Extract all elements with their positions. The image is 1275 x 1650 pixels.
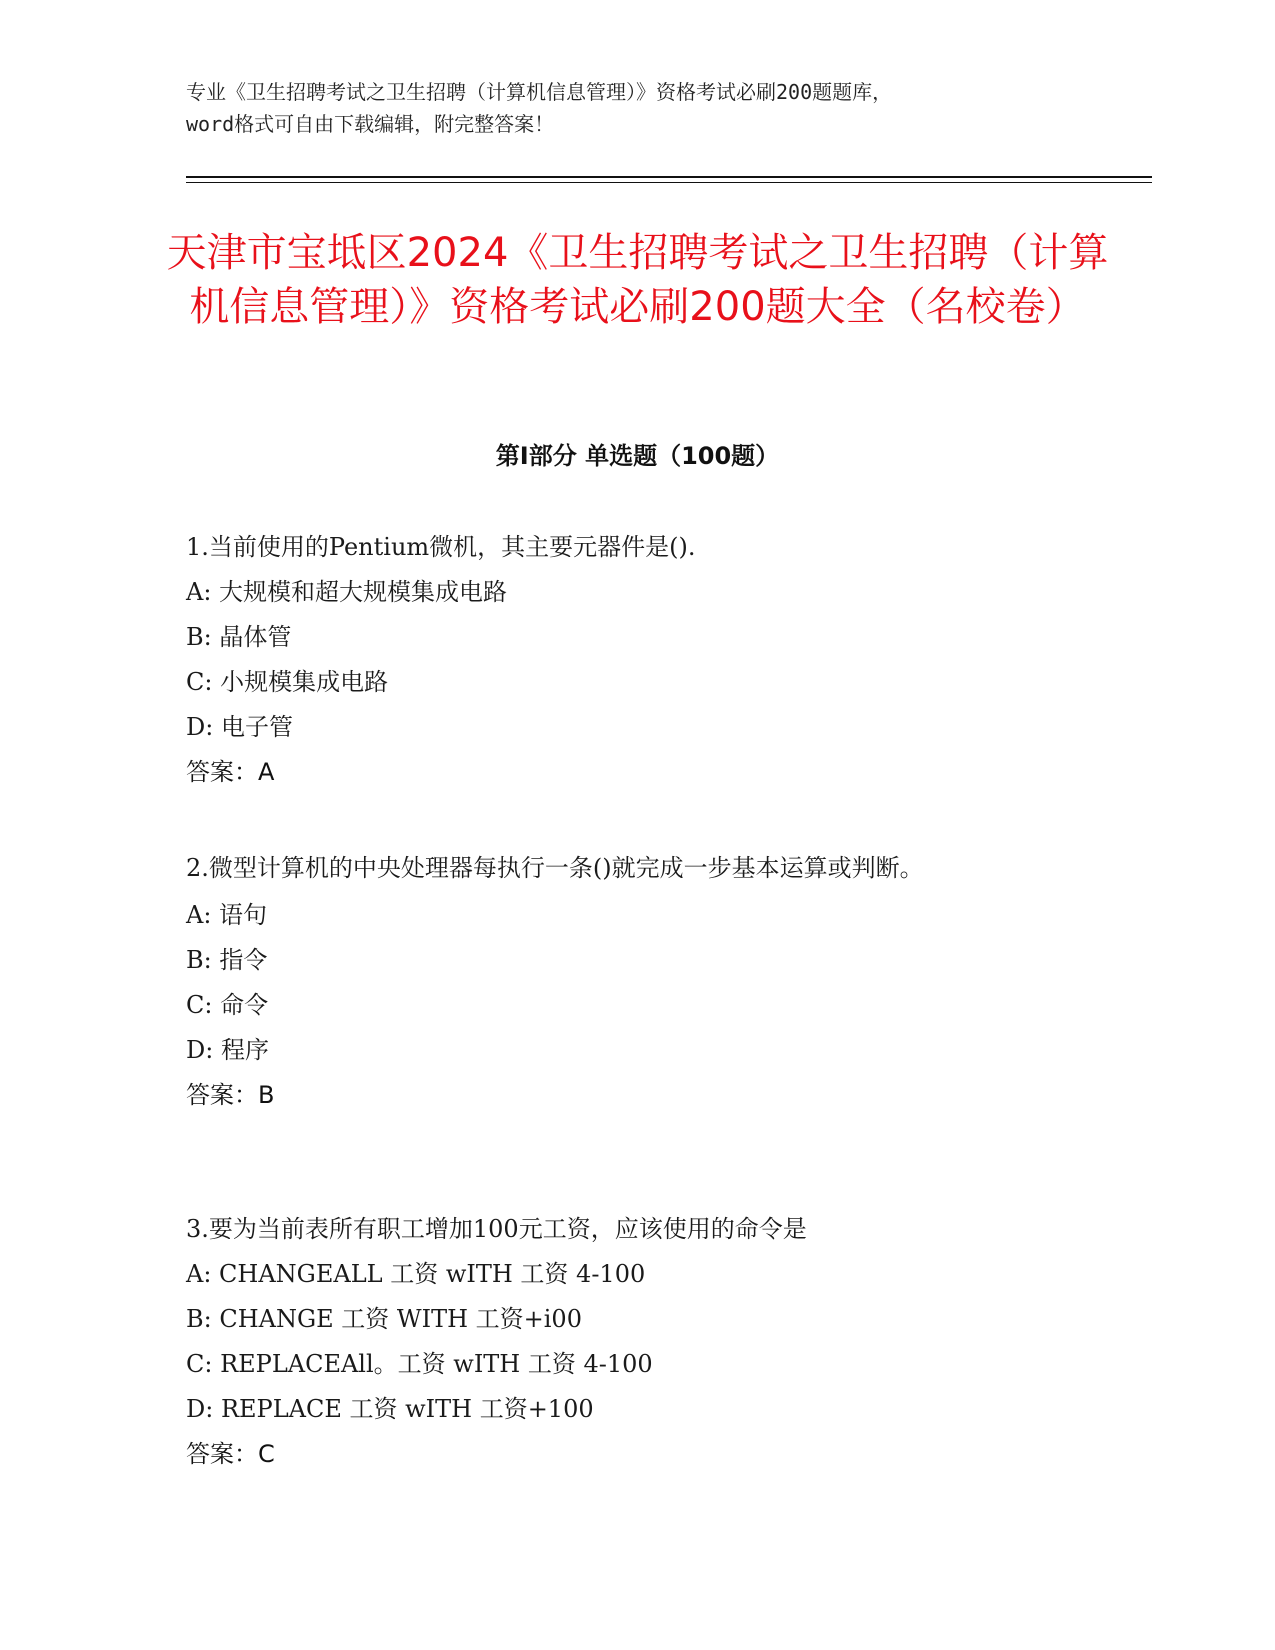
option-a: A: 语句	[186, 901, 268, 929]
document-title: 天津市宝坻区2024《卫生招聘考试之卫生招聘（计算机信息管理）》资格考试必刷200题大全（名校卷）	[166, 230, 1109, 330]
header-note-line-1: 专业《卫生招聘考试之卫生招聘（计算机信息管理）》资格考试必刷200题题库，	[186, 80, 893, 104]
option-d: D: 电子管	[186, 713, 293, 741]
answer-line: 答案：A	[186, 758, 275, 786]
header-divider-thin	[186, 182, 1152, 183]
option-b: B: 晶体管	[186, 623, 292, 651]
header-note	[186, 76, 1086, 140]
option-a: A: CHANGEALL 工资 wITH 工资 4-100	[186, 1260, 646, 1288]
question-block	[186, 524, 1066, 795]
option-c: C: REPLACEAll。工资 wITH 工资 4-100	[186, 1350, 653, 1378]
header-divider-thick	[186, 176, 1152, 178]
section-heading: 第Ⅰ部分 单选题（100题）	[495, 442, 780, 470]
question-block	[186, 843, 1066, 1118]
question-stem: 3.要为当前表所有职工增加100元工资，应该使用的命令是	[186, 1215, 807, 1243]
option-c: C: 命令	[186, 991, 269, 1019]
option-c: C: 小规模集成电路	[186, 668, 389, 696]
option-b: B: 指令	[186, 946, 268, 974]
option-d: D: 程序	[186, 1036, 269, 1064]
header-note-line-2: word格式可自由下载编辑，附完整答案！	[186, 112, 555, 136]
answer-line: 答案：B	[186, 1081, 275, 1109]
answer-line: 答案：C	[186, 1440, 275, 1468]
question-block	[186, 1206, 1066, 1477]
option-b: B: CHANGE 工资 WITH 工资+i00	[186, 1305, 582, 1333]
question-stem: 2.微型计算机的中央处理器每执行一条()就完成一步基本运算或判断。	[186, 854, 924, 882]
option-a: A: 大规模和超大规模集成电路	[186, 578, 508, 606]
option-d: D: REPLACE 工资 wITH 工资+100	[186, 1395, 594, 1423]
question-stem: 1.当前使用的Pentium微机，其主要元器件是().	[186, 533, 696, 561]
